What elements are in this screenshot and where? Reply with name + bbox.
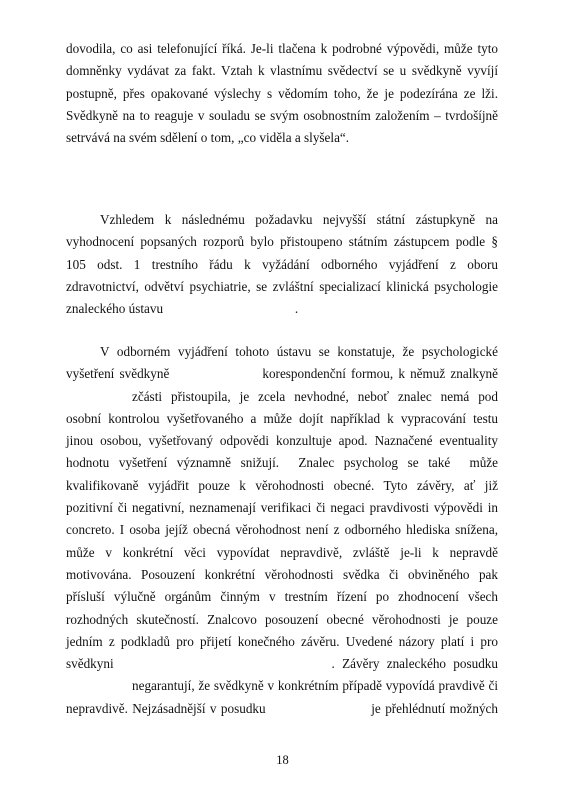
text-line: vyhodnocení popsaných rozporů bylo přistoupeno státním zástupcem podle § bbox=[66, 234, 498, 250]
text-line: osobní kontrolou vyšetřovaného a může dojít například k vypracování testu bbox=[66, 410, 498, 426]
text-line: jedním z podkladů pro přijetí konečného závěru. Uvedené názory platí i pro bbox=[66, 633, 498, 649]
paragraph-1 bbox=[66, 38, 498, 149]
text-line: postupně, přes opakované výslechy s vědomím toho, že je podezírána ze lži. bbox=[66, 85, 498, 101]
text-line: motivována. Posouzení konkrétní věrohodnosti svědka či obviněného pak bbox=[66, 566, 498, 582]
text-line: znaleckého ústavu . bbox=[66, 301, 299, 317]
text-line: Vzhledem k následnému požadavku nejvyšší státní zástupkyně na bbox=[100, 212, 498, 227]
text-line: domněnky vydávat za fakt. Vztah k vlastnímu svědectví se u svědkyně vyvíjí bbox=[66, 63, 498, 79]
text-line: 105 odst. 1 trestního řádu k vyžádání odborného vyjádření z oboru bbox=[66, 256, 498, 272]
text-line: rozhodných skutečností. Znalcovo posouzení obecné věrohodnosti je pouze bbox=[66, 611, 498, 627]
text-line: pozitivní či negativní, neznamenají verifikaci či negaci pravdivosti výpovědi in bbox=[66, 500, 498, 516]
text-line: může v konkrétní věci vypovídat nepravdivě, zvláště je-li k nepravdě bbox=[66, 544, 498, 560]
text-line: nepravdivě. Nejzásadnější v posudku je přehlédnutí možných bbox=[66, 700, 498, 716]
text-line: jinou osobou, vyšetřovaný odpovědi konzultuje apod. Naznačené eventuality bbox=[66, 433, 498, 449]
text-line: dovodila, co asi telefonující říká. Je-li tlačena k podrobné výpovědi, může tyto bbox=[66, 41, 498, 56]
text-line: setrvává na svém sdělení o tom, „co viděla a slyšela“. bbox=[66, 130, 350, 146]
text-line: concreto. I osoba jejíž obecná věrohodnost není z odborného hlediska snížena, bbox=[66, 522, 498, 538]
text-line: negarantují, že svědkyně v konkrétním případě vypovídá pravdivě či bbox=[132, 678, 498, 694]
text-line: hodnotu vyšetření významně snižují. Znalec psycholog se také může bbox=[66, 455, 498, 471]
text-line: zdravotnictví, odvětví psychiatrie, se zvláštní specializací klinická psychologie bbox=[66, 278, 498, 294]
text-line: Svědkyně na to reaguje v souladu se svým osobnostním založením – tvrdošíjně bbox=[66, 107, 498, 123]
paragraph-3 bbox=[66, 341, 498, 720]
paragraph-2 bbox=[66, 209, 498, 320]
text-line: svědkyni . Závěry znaleckého posudku bbox=[66, 656, 498, 672]
text-line: přísluší výlučně orgánům činným v trestním řízení po zhodnocení všech bbox=[66, 589, 498, 605]
text-line: V odborném vyjádření tohoto ústavu se konstatuje, že psychologické bbox=[100, 344, 498, 359]
page-number: 18 bbox=[276, 753, 289, 767]
text-line: zčásti přistoupila, je zcela nevhodné, neboť znalec nemá pod bbox=[132, 388, 498, 404]
text-line: kvalifikovaně vyjádřit pouze k věrohodnosti obecné. Tyto závěry, ať již bbox=[66, 477, 498, 493]
text-line: vyšetření svědkyně korespondenční formou, k němuž znalkyně bbox=[66, 366, 498, 382]
